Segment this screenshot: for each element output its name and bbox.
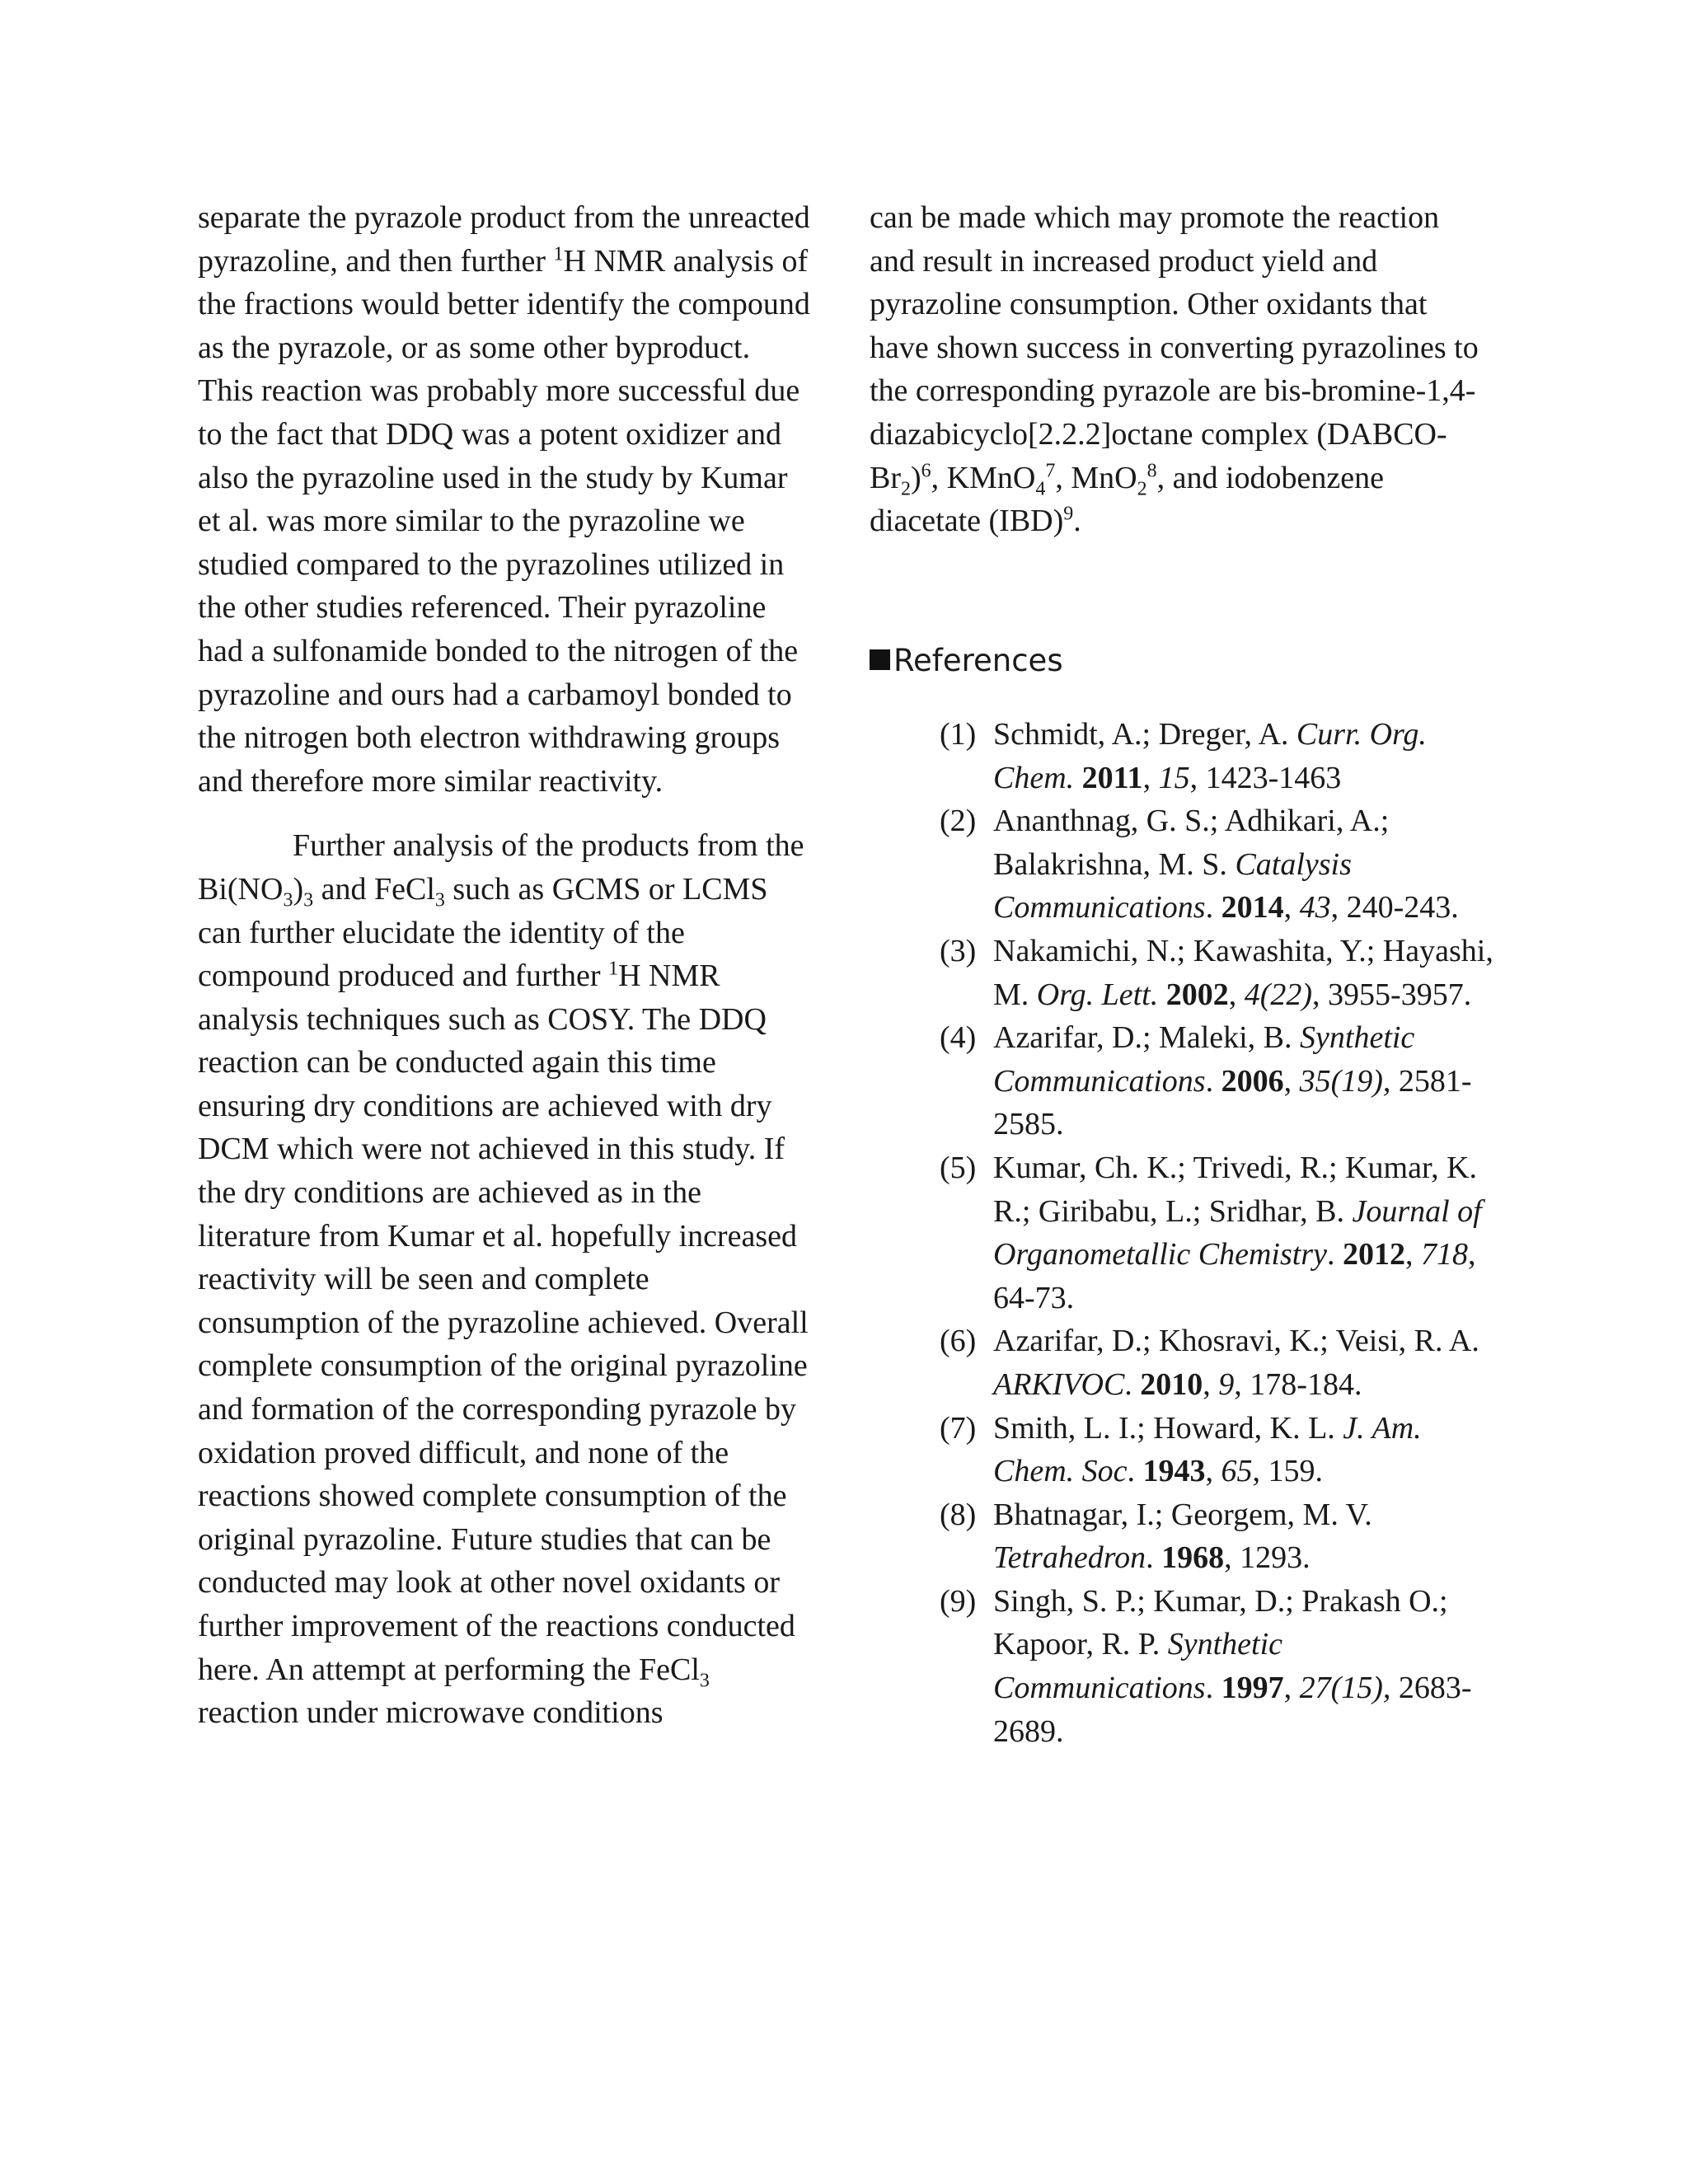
subscript: 4 (1035, 478, 1046, 500)
reference-year: 2002 (1165, 977, 1229, 1012)
superscript: 8 (1146, 459, 1157, 481)
reference-pages: , 159. (1252, 1454, 1324, 1489)
subscript: 2 (901, 478, 911, 500)
reference-year: 1968 (1161, 1540, 1225, 1576)
reference-year: 2006 (1221, 1063, 1284, 1099)
reference-number: (4) (940, 1020, 977, 1056)
reference-year: 2011 (1081, 760, 1143, 795)
text-run: Further analysis of the products from the Bi(NO (198, 828, 804, 907)
reference-pages: 2581-2585. (993, 1063, 1472, 1142)
reference-year: 1997 (1221, 1671, 1284, 1706)
reference-volume: 65 (1221, 1454, 1253, 1489)
references-heading-text: References (893, 643, 1063, 678)
text-run: ) (911, 460, 921, 495)
reference-pages: , 178-184. (1234, 1366, 1362, 1402)
references-list (940, 713, 1500, 1753)
reference-year: 2012 (1342, 1237, 1405, 1272)
paragraph-right-1 (870, 196, 1488, 543)
reference-authors: Ananthnag, G. S.; Adhikari, A.; Balakrishna, M. S. (993, 804, 1390, 882)
superscript: 1 (608, 958, 619, 980)
reference-journal: ARKIVOC (993, 1366, 1125, 1402)
left-column (198, 196, 812, 1735)
superscript: 9 (1063, 503, 1074, 525)
reference-separator: , (1283, 1671, 1300, 1706)
reference-pages: , 1293. (1224, 1540, 1311, 1576)
reference-separator: . (1326, 1237, 1343, 1272)
reference-separator: . (1146, 1540, 1162, 1576)
reference-separator: , (1283, 1063, 1300, 1099)
reference-item (940, 930, 1500, 1016)
reference-number: (9) (940, 1583, 977, 1619)
reference-separator: , (1203, 1366, 1219, 1402)
reference-authors: Nakamichi, N.; Kawashita, Y.; Hayashi, M. (993, 933, 1493, 1012)
reference-journal: Synthetic Communications (993, 1627, 1282, 1706)
text-run: separate the pyrazole product from the unreacted pyrazoline, and then further (198, 200, 810, 279)
reference-authors: Smith, L. I.; Howard, K. L. (993, 1410, 1343, 1446)
reference-number: (8) (940, 1497, 977, 1532)
reference-journal: Journal of Organometallic Chemistry (993, 1193, 1482, 1272)
text-run: ) (293, 871, 304, 907)
reference-authors: Kumar, Ch. K.; Trivedi, R.; Kumar, K. R.; Giribabu, L.; Sridhar, B. (993, 1150, 1478, 1229)
reference-volume: 35(19), (1299, 1063, 1391, 1099)
text-run: can be made which may promote the reaction and result in increased product yield and pyrazoline consumption. Other oxidants that have shown success in converting pyrazolines to the corresponding pyrazole are bis-bromine-1,4-diazabicyclo[2.2.2]octane complex (DABCO-Br (870, 200, 1479, 495)
reference-pages: , 3955-3957. (1312, 977, 1472, 1012)
reference-number: (7) (940, 1410, 977, 1446)
reference-journal: Org. Lett. (1036, 977, 1159, 1012)
text-run: , KMnO (931, 460, 1036, 495)
reference-item (940, 799, 1500, 930)
reference-separator: . (1127, 1454, 1143, 1489)
reference-journal: Curr. Org. Chem. (993, 717, 1427, 795)
text-run: such as GCMS or LCMS can further elucidate the identity of the compound produced and further (198, 871, 768, 994)
superscript: 7 (1045, 459, 1056, 481)
reference-authors: Schmidt, A.; Dreger, A. (993, 717, 1296, 752)
text-run: reaction under microwave conditions (198, 1695, 663, 1731)
references-heading (870, 640, 1063, 682)
reference-journal: Synthetic Communications (993, 1020, 1415, 1099)
reference-separator: . (1124, 1366, 1141, 1402)
reference-year: 2014 (1221, 890, 1284, 926)
reference-journal: Catalysis Communications (993, 846, 1352, 926)
square-bullet-icon (870, 649, 890, 670)
reference-authors: Bhatnagar, I.; Georgem, M. V. (993, 1497, 1372, 1532)
reference-item (940, 1493, 1500, 1580)
reference-item (940, 1319, 1500, 1406)
text-run: , and iodobenzene diacetate (IBD) (870, 460, 1384, 539)
superscript: 1 (553, 242, 564, 265)
reference-separator: , (1205, 1454, 1221, 1489)
reference-journal: Tetrahedron (993, 1540, 1146, 1576)
reference-number: (5) (940, 1150, 977, 1185)
reference-volume: 43 (1299, 890, 1331, 926)
reference-authors: Singh, S. P.; Kumar, D.; Prakash O.; Kapoor, R. P. (993, 1583, 1448, 1662)
text-run: and FeCl (313, 871, 435, 907)
reference-separator: , (1404, 1237, 1421, 1272)
reference-separator: . (1205, 1063, 1221, 1099)
reference-authors: Azarifar, D.; Maleki, B. (993, 1020, 1301, 1056)
reference-volume: 27(15), (1299, 1671, 1391, 1706)
reference-separator: . (1205, 890, 1221, 926)
paragraph-left-2 (198, 824, 812, 1734)
subscript: 3 (699, 1670, 710, 1692)
reference-item (940, 1016, 1500, 1146)
reference-number: (2) (940, 804, 977, 839)
reference-item (940, 1580, 1500, 1753)
subscript: 3 (283, 889, 293, 912)
reference-number: (1) (940, 717, 977, 752)
reference-volume: 718 (1420, 1237, 1468, 1272)
reference-separator: . (1205, 1671, 1221, 1706)
subscript: 2 (1137, 478, 1147, 500)
reference-year: 2010 (1140, 1366, 1203, 1402)
reference-separator: , (1142, 760, 1159, 795)
reference-pages: , 240-243. (1330, 890, 1459, 926)
superscript: 6 (921, 459, 931, 481)
text-run: H NMR analysis techniques such as COSY. The DDQ reaction can be conducted again this time ensuring dry conditions are achieved with dry DCM which were not achieved in this study. If the dry conditions are achieved as in the literature from Kumar et al. hopefully increased reactivity will be seen and complete consumption of the pyrazoline achieved. Overall complete consumption of the original pyrazoline and formation of the corresponding pyrazole by oxidation proved difficult, and none of the reactions showed complete consumption of the original pyrazoline. Future studies that can be conducted may look at other novel oxidants or further improvement of the reactions conducted here. An attempt at performing the FeCl (198, 958, 809, 1687)
text-run: H NMR analysis of the fractions would better identify the compound as the pyrazole, or as some other byproduct. This reaction was probably more successful due to the fact that DDQ was a potent oxidizer and also the pyrazoline used in the study by Kumar et al. was more similar to the pyrazoline we studied compared to the pyrazolines utilized in the other studies referenced. Their pyrazoline had a sulfonamide bonded to the nitrogen of the pyrazoline and ours had a carbamoyl bonded to the nitrogen both electron withdrawing groups and therefore more similar reactivity. (198, 243, 810, 799)
right-column (870, 196, 1488, 543)
subscript: 3 (303, 889, 314, 912)
reference-volume: 4(22) (1244, 977, 1313, 1012)
reference-separator (1158, 977, 1166, 1012)
reference-separator: , (1228, 977, 1245, 1012)
reference-separator (1074, 761, 1082, 795)
reference-pages: , 64-73. (993, 1237, 1476, 1315)
reference-item (940, 1407, 1500, 1493)
reference-year: 1943 (1142, 1454, 1206, 1489)
reference-journal: J. Am. Chem. Soc (993, 1410, 1422, 1489)
reference-pages: 2683-2689. (993, 1671, 1472, 1749)
reference-volume: 15 (1158, 760, 1190, 795)
reference-authors: Azarifar, D.; Khosravi, K.; Veisi, R. A. (993, 1324, 1479, 1359)
text-run: , MnO (1055, 460, 1137, 495)
reference-number: (3) (940, 933, 977, 968)
reference-pages: , 1423-1463 (1189, 760, 1342, 795)
reference-number: (6) (940, 1324, 977, 1359)
paragraph-left-1 (198, 196, 812, 803)
reference-volume: 9 (1218, 1366, 1235, 1402)
reference-item (940, 1146, 1500, 1319)
text-run: . (1073, 504, 1081, 539)
reference-separator: , (1283, 890, 1300, 926)
subscript: 3 (434, 889, 445, 912)
reference-item (940, 713, 1500, 799)
